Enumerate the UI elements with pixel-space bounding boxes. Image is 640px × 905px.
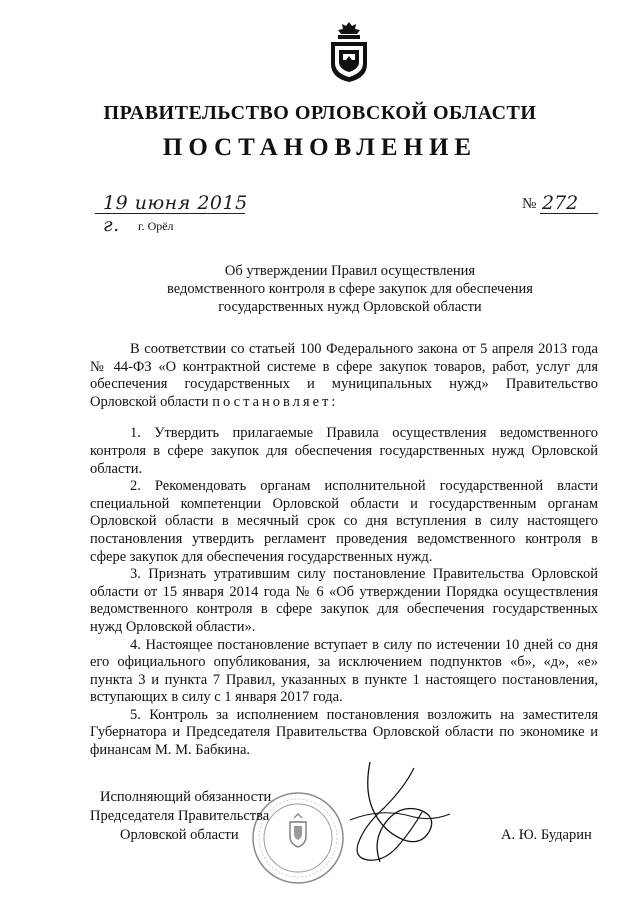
number-field [522, 192, 602, 216]
signer-name: А. Ю. Бударин [501, 827, 592, 843]
preamble-text: В соответствии со статьей 100 Федерального закона от 5 апреля 2013 года № 44-ФЗ «О контрактной системе в сфере закупок товаров, работ, услуг для обеспечения государственных и муниципальных нужд» Правительство Орловской области [90, 341, 598, 410]
subject-line: Об утверждении Правил осуществления [224, 263, 476, 279]
document-body [90, 341, 598, 760]
preamble-paragraph [90, 341, 598, 411]
decree-item: 5. Контроль за исполнением постановления возложить на заместителя Губернатора и Председателя Правительства Орловской области по экономике и финансам М. М. Бабкина. [90, 706, 598, 759]
signatory-position [90, 788, 272, 845]
document-subject [120, 262, 580, 316]
government-title: ПРАВИТЕЛЬСТВО ОРЛОВСКОЙ ОБЛАСТИ [103, 102, 537, 124]
date-underline [95, 213, 245, 214]
handwritten-number: 272 [542, 192, 579, 214]
position-line: Орловской области [120, 827, 239, 843]
handwritten-date: 19 июня 2015 г. [103, 192, 248, 236]
coat-of-arms-icon [325, 20, 373, 84]
document-type: ПОСТАНОВЛЕНИЕ [162, 134, 478, 161]
position-line: Исполняющий обязанности [100, 789, 272, 805]
number-underline [540, 213, 598, 214]
decree-item: 3. Признать утратившим силу постановление Правительства Орловской области от 15 января 2014 года № 6 «Об утверждении Порядка осуществления ведомственного контроля в сфере закупок для обеспечения государственных нужд Орловской области». [90, 566, 598, 635]
position-line: Председателя Правительства [90, 808, 270, 824]
number-label: № [522, 196, 537, 212]
subject-line: ведомственного контроля в сфере закупок для обеспечения [167, 281, 533, 297]
handwritten-signature-icon [330, 760, 460, 870]
subject-line: государственных нужд Орловской области [218, 299, 482, 315]
decree-item: 1. Утвердить прилагаемые Правила осуществления ведомственного контроля в сфере закупок для обеспечения государственных нужд Орловской области. [90, 425, 598, 477]
decree-item: 4. Настоящее постановление вступает в силу по истечении 10 дней со дня его официального опубликования, за исключением подпунктов «б», «д», «е» пункта 3 и пункта 7 Правил, указанных в пункте 1 настоящего постановления, вступающих в силу с 1 января 2017 года. [90, 636, 598, 706]
city-label: г. Орёл [138, 219, 174, 233]
decree-item: 2. Рекомендовать органам исполнительной государственной власти специальной компетенции Орловской области и государственным органам Орловской области в месячный срок со дня вступления в силу настоящего постановления утвердить регламент проведения ведомственного контроля в сфере закупок для обеспечения государственных нужд. [90, 478, 598, 565]
decree-word: постановляет: [212, 393, 339, 410]
